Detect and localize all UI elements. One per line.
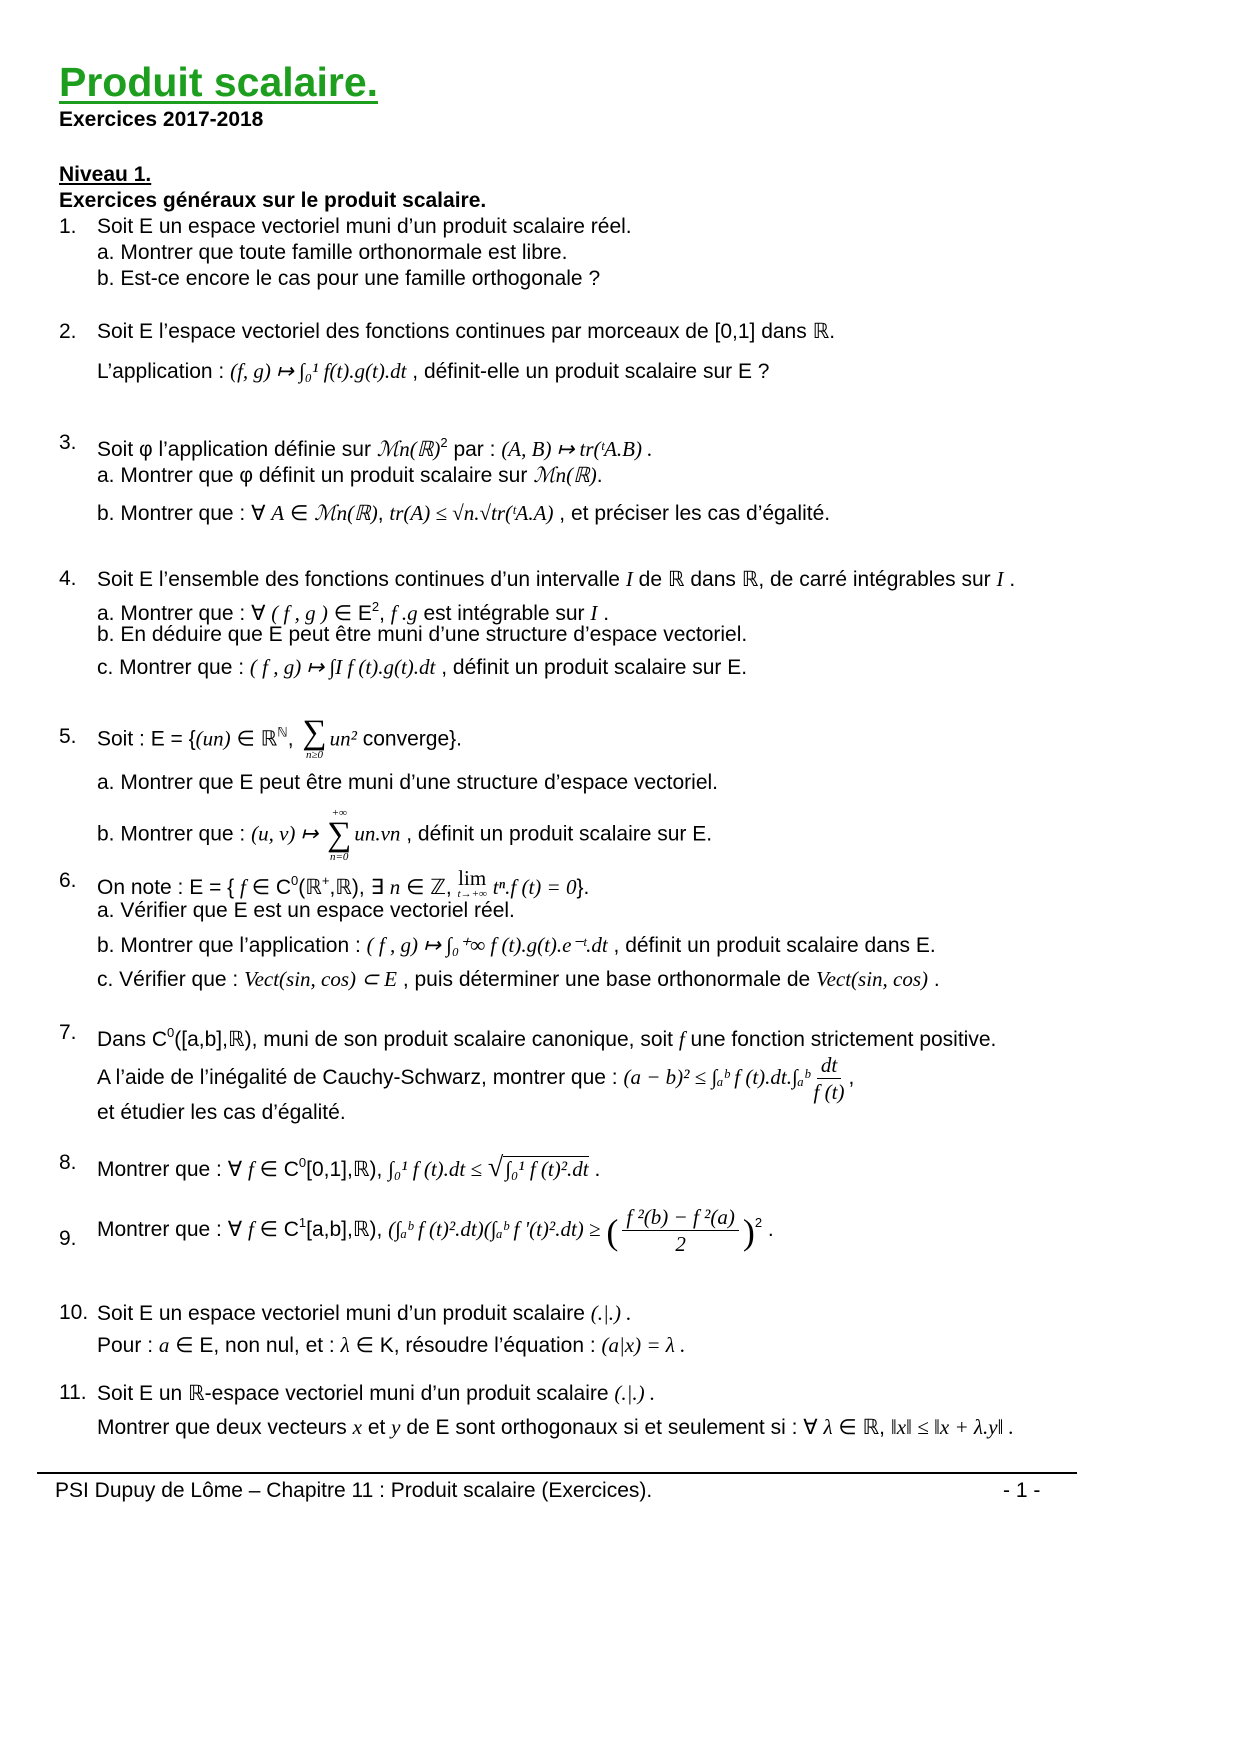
exercise-1-statement: Soit E un espace vectoriel muni d’un produit scalaire réel. — [97, 215, 632, 238]
exercise-2-formula: (f, g) ↦ ∫₀¹ f(t).g(t).dt — [230, 359, 407, 383]
footer-text: PSI Dupuy de Lôme – Chapitre 11 : Produit scalaire (Exercices). — [55, 1479, 653, 1502]
set-text: [0,1],ℝ), — [306, 1158, 383, 1181]
exercise-5-part-b — [97, 806, 712, 864]
exercise-5-number: 5. — [59, 725, 77, 748]
exercise-1-number: 1. — [59, 215, 77, 238]
exercise-4-part-c — [97, 654, 747, 681]
exercise-4-part-a: a. Montrer que : ∀ ( f , g ) ∈ $E^2$, f .g est intégrable sur I . — [97, 599, 610, 625]
exercise-7-part-end: et étudier les cas d’égalité. — [97, 1101, 346, 1124]
exercise-4-text-mid: de ℝ dans ℝ, de carré intégrables sur — [638, 568, 991, 591]
exercise-10-text: Soit E un espace vectoriel muni d’un produit scalaire — [97, 1302, 585, 1325]
element-of-set: ∈ E — [333, 602, 372, 625]
exercise-4-a-end: est intégrable sur — [423, 602, 585, 625]
exercise-3-part-a — [97, 462, 603, 489]
element-of-symbol: ∈ — [289, 502, 309, 525]
exercise-8-statement — [97, 1150, 600, 1183]
exercise-6-statement — [97, 868, 589, 901]
sum-term: un² — [329, 726, 357, 751]
exercise-5-part-a: a. Montrer que E peut être muni d’une structure d’espace vectoriel. — [97, 771, 718, 794]
inner-product-symbol: (.|.) . — [590, 1301, 632, 1325]
matrix-variable: A — [271, 501, 285, 525]
exercise-10-text-mid: ∈ E, non nul, et : — [175, 1334, 335, 1357]
exercise-3-formula: (A, B) ↦ tr(ᵗA.B) . — [501, 437, 653, 461]
exercise-4-c-text: c. Montrer que : — [97, 656, 245, 679]
sum-symbol: ∑ n≥0 — [302, 714, 327, 761]
exercise-7-text-mid: ([a,b],ℝ), muni de son produit scalaire canonique, soit — [174, 1028, 673, 1051]
exercise-3-a-text: a. Montrer que φ définit un produit scalaire sur — [97, 464, 528, 487]
exercise-2-text-end: , définit-elle un produit scalaire sur E ? — [412, 360, 770, 383]
exercise-8-rhs: ∫₀¹ f (t)².dt — [505, 1157, 589, 1181]
exercise-10-statement — [97, 1300, 632, 1327]
exercise-2-statement: Soit E l’espace vectoriel des fonctions continues par morceaux de [0,1] dans ℝ. — [97, 320, 836, 343]
exercise-10-equation: (a|x) = λ . — [601, 1333, 686, 1357]
exercise-3-b-text: b. Montrer que : ∀ — [97, 502, 266, 525]
exercise-11-number: 11. — [59, 1381, 87, 1404]
exercise-3-text: Soit φ l’application définie sur — [97, 438, 371, 461]
exercise-6-formula: Vect(sin, cos) ⊂ E — [244, 967, 397, 991]
exercise-4-text: Soit E l’ensemble des fonctions continues d’un intervalle — [97, 568, 620, 591]
element-of-set: ∈ C — [251, 876, 292, 899]
element-of-set: ∈ C — [259, 1218, 299, 1242]
exercise-11-inequality: ‖x‖ ≤ ‖x + λ.y‖ . — [890, 1415, 1014, 1439]
exercise-4-statement — [97, 566, 1015, 593]
inner-product-symbol: (.|.) . — [614, 1381, 656, 1405]
exercise-7-q-text: A l’aide de l’inégalité de Cauchy-Schwarz, montrer que : — [97, 1066, 618, 1090]
exercise-10-question — [97, 1332, 685, 1359]
exercise-7-formula: (a − b)² ≤ ∫ₐᵇ f (t).dt.∫ₐᵇ — [623, 1065, 810, 1090]
exercise-4-formula: ( f , g) ↦ ∫I f (t).g(t).dt — [249, 655, 436, 679]
exercise-4-number: 4. — [59, 567, 77, 590]
exercise-5-text: Soit : E = { — [97, 727, 196, 751]
exercise-3-b-end: , et préciser les cas d’égalité. — [559, 502, 831, 525]
exercise-6-number: 6. — [59, 869, 77, 892]
integer-variable: n — [389, 875, 401, 899]
comma: , — [848, 1066, 855, 1090]
fraction-numerator: dt — [817, 1052, 841, 1079]
exercise-5-statement: Soit : E = {(un) ∈ ℝ$^ℕ$, ∑ n≥0 un² converge}. — [97, 714, 462, 761]
sum-term: un.vn — [354, 821, 401, 846]
element-of-set: ∈ C — [259, 1158, 299, 1181]
exercise-6-formula: Vect(sin, cos) — [816, 967, 929, 991]
set-text: ,ℝ), ∃ — [329, 876, 384, 899]
exercise-2-question — [97, 358, 769, 385]
exercise-6-part-a: a. Vérifier que E est un espace vectoriel réel. — [97, 899, 515, 922]
limit-term: tⁿ.f (t) = 0 — [492, 875, 577, 899]
exercise-10-number: 10. — [59, 1301, 89, 1324]
scalar-variable: λ — [823, 1415, 833, 1439]
function-variable: f — [678, 1027, 685, 1051]
exercise-11-text-mid: de E sont orthogonaux si et seulement si : ∀ — [406, 1416, 818, 1439]
set-text: [a,b],ℝ), — [306, 1218, 383, 1242]
page-title: Produit scalaire. — [59, 59, 379, 105]
exercise-8-number: 8. — [59, 1151, 77, 1174]
function-variable: f — [247, 1217, 254, 1242]
exercise-8-text: Montrer que : ∀ — [97, 1158, 243, 1181]
exercise-9-statement — [97, 1204, 774, 1257]
exercise-11-text-mid: ∈ ℝ, — [838, 1416, 885, 1439]
exercise-4-a-text: a. Montrer que : ∀ — [97, 602, 266, 625]
vector-variable: a — [158, 1333, 170, 1357]
exercise-6-b-end: , définit un produit scalaire dans E. — [613, 934, 936, 957]
sequence: (un) — [195, 726, 231, 751]
period: . — [933, 968, 940, 991]
exponent: + — [321, 873, 330, 888]
exercise-3-inequality: tr(A) ≤ √n.√tr(ᵗA.A) — [389, 501, 554, 525]
period: . — [767, 1218, 774, 1242]
matrix-space: ℳn(ℝ) — [314, 501, 378, 525]
exercise-9-number: 9. — [59, 1227, 77, 1250]
exercise-11-text: Soit E un ℝ-espace vectoriel muni d’un produit scalaire — [97, 1382, 609, 1405]
exercise-9-lhs: (∫ₐᵇ f (t)².dt)(∫ₐᵇ f '(t)².dt) ≥ — [388, 1217, 601, 1242]
sum-symbol: +∞ ∑ n=0 — [327, 807, 352, 863]
exercise-7-text-end: une fonction strictement positive. — [690, 1028, 997, 1051]
exercise-3-text-mid: par : — [453, 438, 496, 461]
exercise-5-b-end: , définit un produit scalaire sur E. — [406, 822, 713, 846]
sum-upper-bound: +∞ — [331, 807, 347, 819]
exercise-7-question — [97, 1052, 854, 1105]
exercise-10-text: Pour : — [97, 1334, 154, 1357]
page-subtitle: Exercices 2017-2018 — [59, 108, 264, 131]
product-term: f .g — [390, 601, 418, 625]
set-text: ∈ ℤ, — [406, 876, 452, 899]
exercise-5-b-text: b. Montrer que : — [97, 822, 246, 846]
function-pair: ( f , g ) — [271, 601, 328, 625]
exercise-11-text: Montrer que deux vecteurs — [97, 1416, 347, 1439]
exercise-6-formula: ( f , g) ↦ ∫₀⁺∞ f (t).g(t).e⁻ᵗ.dt — [366, 933, 608, 957]
exercise-3-statement — [97, 430, 652, 463]
exercise-3-part-b — [97, 500, 830, 527]
exercise-2-text: L’application : — [97, 360, 225, 383]
fraction-denominator: f (t) — [813, 1080, 845, 1104]
exercise-5-text-end: converge}. — [362, 727, 462, 751]
exponent: 0 — [167, 1025, 175, 1040]
period: . — [1009, 568, 1016, 591]
exercise-6-b-text: b. Montrer que l’application : — [97, 934, 361, 957]
interval-variable: I — [625, 567, 633, 591]
exercise-6-part-c — [97, 966, 940, 993]
exercise-7-statement — [97, 1020, 996, 1053]
exercise-11-text-mid: et — [367, 1416, 386, 1439]
section-heading: Exercices généraux sur le produit scalaire. — [59, 189, 487, 212]
right-paren-icon: ) — [742, 1212, 755, 1253]
sqrt-icon: √ — [487, 1152, 504, 1183]
exercise-1-part-a: a. Montrer que toute famille orthonormale est libre. — [97, 241, 568, 264]
element-of-set: ∈ ℝ — [236, 727, 278, 751]
sum-lower-bound: n=0 — [330, 851, 349, 863]
left-paren-icon: ( — [606, 1212, 619, 1253]
vector-variable: y — [391, 1415, 401, 1439]
exercise-1-part-b: b. Est-ce encore le cas pour une famille orthogonale ? — [97, 267, 601, 290]
exponent: 2 — [371, 599, 380, 614]
exercise-7-number: 7. — [59, 1021, 77, 1044]
exponent: ℕ — [277, 724, 288, 740]
exponent: 0 — [291, 873, 299, 888]
exercise-6-c-mid: , puis déterminer une base orthonormale de — [402, 968, 811, 991]
limit-label: lim — [458, 866, 487, 890]
exercise-7-text: Dans C — [97, 1028, 168, 1051]
exercise-9-text: Montrer que : ∀ — [97, 1218, 243, 1242]
exercise-3-number: 3. — [59, 431, 77, 454]
exponent: 1 — [298, 1215, 307, 1231]
period: . — [594, 1158, 601, 1181]
vector-variable: x — [352, 1415, 362, 1439]
exercise-11-question — [97, 1414, 1014, 1441]
interval-variable: I — [590, 601, 598, 625]
page-number: - 1 - — [1003, 1479, 1041, 1502]
scalar-variable: λ — [340, 1333, 350, 1357]
comma: , — [377, 502, 384, 525]
function-variable: f — [247, 1157, 254, 1181]
exercise-11-statement — [97, 1380, 655, 1407]
exponent: 2 — [440, 435, 448, 450]
matrix-space: ℳn(ℝ) — [533, 463, 597, 487]
exercise-4-part-b: b. En déduire que E peut être muni d’une structure d’espace vectoriel. — [97, 623, 748, 646]
level-heading: Niveau 1. — [59, 163, 152, 186]
fraction — [814, 1052, 845, 1105]
period: . — [603, 602, 610, 625]
exercise-10-text-mid: ∈ K, résoudre l’équation : — [355, 1334, 596, 1357]
limit — [458, 868, 487, 900]
exercise-4-c-end: , définit un produit scalaire sur E. — [441, 656, 748, 679]
exercise-3-a-end: . — [596, 464, 603, 487]
function-pair: (u, v) ↦ — [251, 821, 319, 846]
exercise-6-c-text: c. Vérifier que : — [97, 968, 239, 991]
limit-subscript: t→+∞ — [457, 888, 487, 900]
interval-variable: I — [996, 567, 1004, 591]
fraction-numerator: f ²(b) − f ²(a) — [622, 1204, 738, 1231]
function-variable: f — [240, 875, 246, 899]
fraction — [622, 1204, 738, 1257]
exponent: 2 — [754, 1215, 763, 1231]
set-text: (ℝ — [298, 876, 322, 899]
fraction-denominator: 2 — [675, 1232, 686, 1256]
exercise-2-number: 2. — [59, 320, 77, 343]
sum-lower-bound: n≥0 — [305, 749, 323, 761]
exercise-6-text: On note : E = { — [97, 876, 235, 899]
exercise-8-lhs: ∫₀¹ f (t).dt ≤ — [388, 1157, 483, 1181]
closing-brace: }. — [576, 876, 590, 899]
matrix-space: ℳn(ℝ) — [376, 437, 441, 461]
footer-rule — [37, 1472, 1077, 1474]
exercise-6-part-b — [97, 932, 936, 959]
exponent: 0 — [298, 1155, 307, 1170]
